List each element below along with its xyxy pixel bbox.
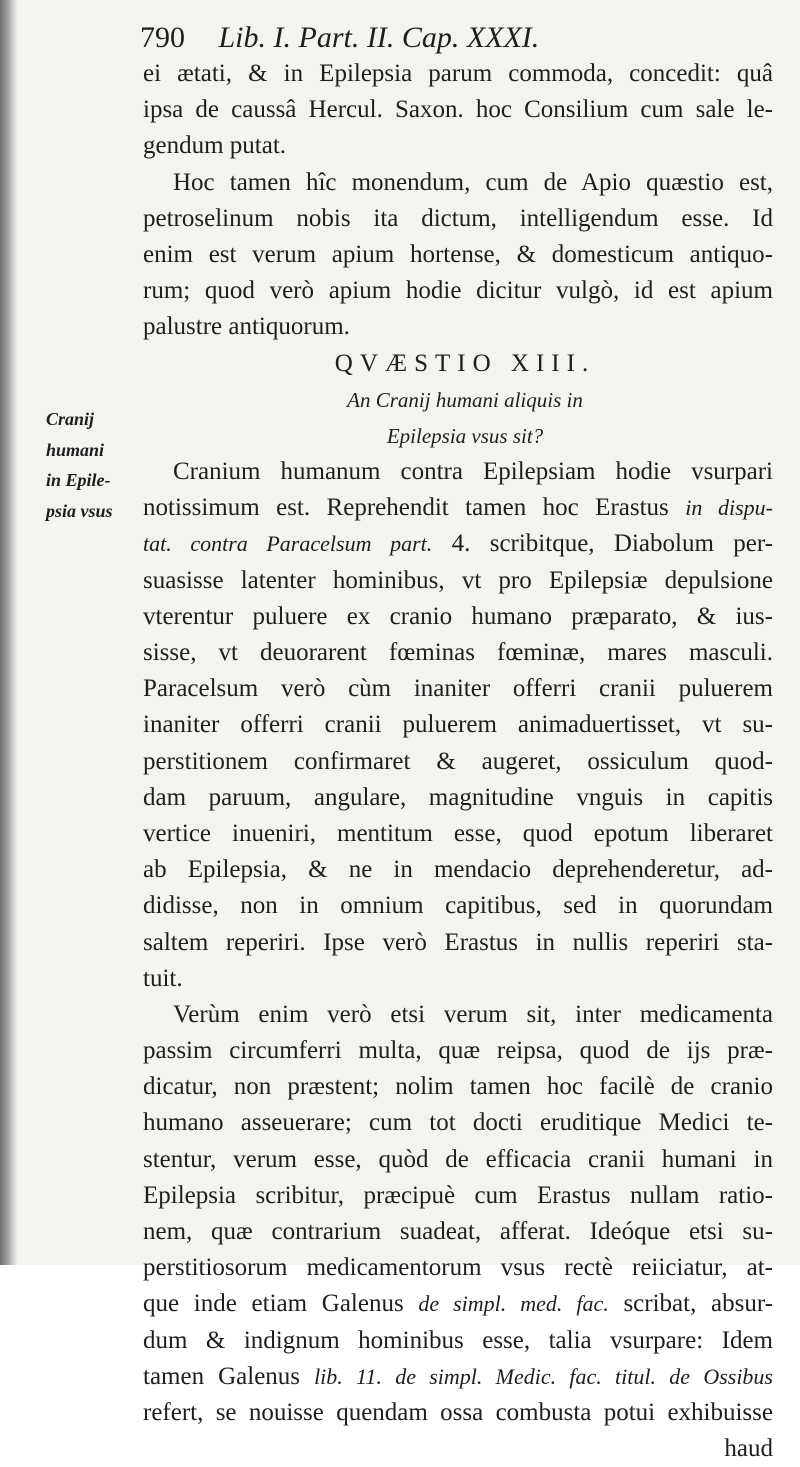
text-line	[143, 1250, 773, 1286]
text-line	[143, 1359, 773, 1395]
text-line-roman: scribat, absur-	[623, 1290, 774, 1318]
text-line-roman: stentur, verum esse, quòd de efficacia cranii humani in	[143, 1145, 773, 1173]
text-line	[143, 454, 773, 490]
text-line-roman: inaniter offerri cranii puluerem animaduertisset, vt su-	[143, 711, 773, 739]
text-line	[143, 1431, 773, 1467]
text-line-roman: sisse, vt deuorarent fœminas fœminæ, mares masculi.	[143, 639, 773, 666]
text-line-roman: ab Epilepsia, & ne in mendacio deprehenderetur, ad-	[143, 856, 773, 884]
text-line-roman: enim est verum apium hortense, & domesticum antiquo-	[143, 240, 773, 268]
text-line-roman: QVÆSTIO XIII.	[334, 349, 596, 377]
text-line	[143, 1069, 773, 1105]
text-line	[143, 961, 773, 997]
text-line-roman: suasisse latenter hominibus, vt pro Epilepsiæ depulsione	[143, 566, 773, 594]
text-line-roman: rum; quod verò apium hodie dicitur vulgò, id est apium	[143, 277, 773, 305]
text-line	[143, 635, 773, 671]
page-number: 790	[140, 21, 185, 54]
text-line	[143, 92, 773, 128]
binding-edge	[0, 0, 18, 1265]
text-line	[143, 563, 773, 599]
text-line	[143, 1105, 773, 1141]
text-line	[143, 671, 773, 707]
marginal-note-line: psia vsus	[46, 500, 113, 521]
text-line-roman: An Cranij humani aliquis in	[347, 387, 583, 412]
text-line-roman: petroselinum nobis ita dictum, intelligendum esse. Id	[143, 204, 773, 232]
text-line	[143, 1214, 773, 1250]
text-line	[143, 1323, 773, 1359]
text-line-roman: notissimum est. Reprehendit tamen hoc Erastus	[143, 494, 669, 522]
text-line-roman: passim circumferri multa, quæ reipsa, quod de ijs præ-	[143, 1037, 773, 1065]
text-line-italic: lib. 11. de simpl. Medic. fac. titul. de Ossibus	[314, 1363, 773, 1389]
text-line-roman: tamen Galenus	[143, 1362, 301, 1390]
marginal-note-line: humani	[46, 439, 105, 460]
text-line	[143, 1286, 773, 1322]
text-line-roman: gendum putat.	[143, 132, 287, 160]
text-line	[143, 997, 773, 1033]
text-line-roman: Epilepsia scribitur, præcipuè cum Erastus nullam ratio-	[143, 1181, 773, 1209]
text-line	[143, 1178, 773, 1214]
running-title: Lib. I. Part. II. Cap. XXXI.	[218, 21, 540, 54]
text-line-roman: perstitiosorum medicamentorum vsus rectè reiiciatur, at-	[143, 1254, 773, 1282]
text-line-roman: dicatur, non præstent; nolim tamen hoc facilè de cranio	[143, 1073, 773, 1101]
text-line	[143, 490, 773, 526]
page-header	[140, 18, 780, 58]
text-line-roman: ei ætati, & in Epilepsia parum commoda, concedit: quâ	[143, 60, 773, 87]
text-line-roman: dam paruum, angulare, magnitudine vnguis in capitis	[143, 783, 773, 811]
text-line	[143, 382, 773, 418]
text-line-roman: nem, quæ contrarium suadeat, afferat. Ideóque etsi su-	[143, 1218, 773, 1245]
text-line	[143, 201, 773, 237]
text-line-roman: que inde etiam Galenus	[143, 1290, 404, 1318]
text-line-roman: Paracelsum verò cùm inaniter offerri cranii puluerem	[143, 675, 773, 703]
text-line	[143, 346, 773, 382]
text-line	[143, 888, 773, 924]
text-line	[143, 309, 773, 345]
text-line	[143, 816, 773, 852]
text-line-roman: tuit.	[143, 964, 183, 992]
text-line	[143, 1395, 773, 1431]
marginal-note-line: in Epile-	[46, 470, 111, 490]
text-line-roman: ipsa de caussâ Hercul. Saxon. hoc Consilium cum sale le-	[143, 96, 773, 124]
text-line	[143, 1033, 773, 1069]
text-line	[143, 852, 773, 888]
text-line	[143, 273, 773, 309]
text-line-roman: haud	[724, 1435, 773, 1463]
text-line-roman: Cranium humanum contra Epilepsiam hodie vsurpari	[173, 458, 773, 486]
marginal-note-line: Cranij	[46, 409, 95, 429]
text-line-roman: humano asseuerare; cum tot docti eruditique Medici te-	[143, 1109, 773, 1137]
text-line-roman: vertice inueniri, mentitum esse, quod epotum liberaret	[143, 819, 773, 847]
text-line	[143, 707, 773, 743]
text-line-roman: palustre antiquorum.	[143, 313, 350, 341]
text-line	[143, 526, 773, 562]
text-line	[143, 165, 773, 201]
text-line	[143, 925, 773, 961]
text-line-roman: didisse, non in omnium capitibus, sed in quorundam	[143, 892, 773, 920]
text-line-roman: dum & indignum hominibus esse, talia vsurpare: Idem	[143, 1326, 773, 1354]
text-line	[143, 744, 773, 780]
text-line	[143, 418, 773, 454]
text-line-roman: saltem reperiri. Ipse verò Erastus in nullis reperiri sta-	[143, 928, 773, 956]
text-line	[143, 599, 773, 635]
text-line-roman: Hoc tamen hîc monendum, cum de Apio quæstio est,	[173, 168, 773, 196]
text-line	[143, 780, 773, 816]
text-line-italic: in dispu-	[685, 495, 773, 521]
text-line	[143, 128, 773, 164]
text-line-roman: Epilepsia vsus sit?	[386, 423, 544, 448]
text-line-roman: perstitionem confirmaret & augeret, ossiculum quod-	[143, 747, 773, 775]
text-line-roman: Verùm enim verò etsi verum sit, inter medicamenta	[173, 1000, 773, 1028]
text-line	[143, 237, 773, 273]
body-text	[143, 56, 773, 1467]
marginal-note	[46, 404, 142, 526]
text-line-roman: vterentur puluere ex cranio humano præparato, & ius-	[143, 602, 773, 630]
text-line-roman: 4. scribitque, Diabolum per-	[451, 530, 773, 558]
text-line	[143, 56, 773, 92]
text-line-italic: de simpl. med. fac.	[418, 1291, 609, 1317]
text-line	[143, 1142, 773, 1178]
text-line-roman: refert, se nouisse quendam ossa combusta potui exhibuisse	[143, 1398, 773, 1426]
text-line-italic: tat. contra Paracelsum part.	[143, 531, 433, 557]
